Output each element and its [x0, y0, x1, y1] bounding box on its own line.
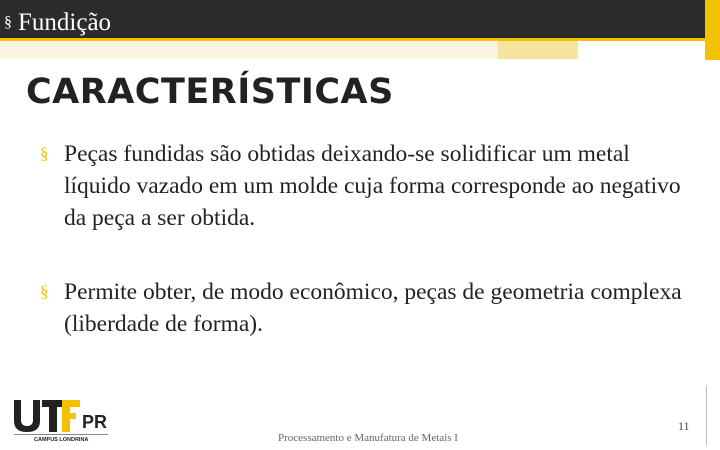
- section-title-text: Fundição: [18, 9, 112, 36]
- bullet-text: Peças fundidas são obtidas deixando-se solidificar um metal líquido vazado em um molde cuja forma corresponde ao negativo da peça a ser obtida.: [64, 141, 681, 231]
- bullet-item: [40, 138, 700, 234]
- footer-course: Processamento e Manufatura de Metais I: [278, 432, 458, 444]
- bullet-square-icon: §: [4, 14, 12, 31]
- header-shadow-band: [0, 41, 578, 59]
- logo-letter-u: [14, 400, 40, 432]
- bullet-text: Permite obter, de modo econômico, peças de geometria complexa (liberdade de forma).: [64, 279, 682, 337]
- utfpr-logo: [12, 398, 112, 442]
- bullet-item: [40, 276, 700, 340]
- slide-title: CARACTERÍSTICAS: [26, 72, 394, 112]
- bullet-list: [40, 138, 700, 382]
- logo-divider: [14, 434, 108, 435]
- logo-letter-f-mid: [62, 413, 76, 419]
- logo-name: PR: [82, 412, 108, 432]
- logo-letter-f-top: [62, 400, 80, 407]
- logo-letter-t-stem: [49, 400, 57, 432]
- header-bar: [0, 0, 720, 38]
- section-title: [4, 8, 111, 38]
- header-accent-corner: [705, 0, 720, 60]
- page-number-rule: [706, 385, 707, 445]
- page-number: 11: [678, 419, 690, 433]
- bullet-square-icon: §: [40, 144, 49, 163]
- logo-campus: CAMPUS LONDRINA: [34, 437, 89, 442]
- bullet-square-icon: §: [40, 282, 49, 301]
